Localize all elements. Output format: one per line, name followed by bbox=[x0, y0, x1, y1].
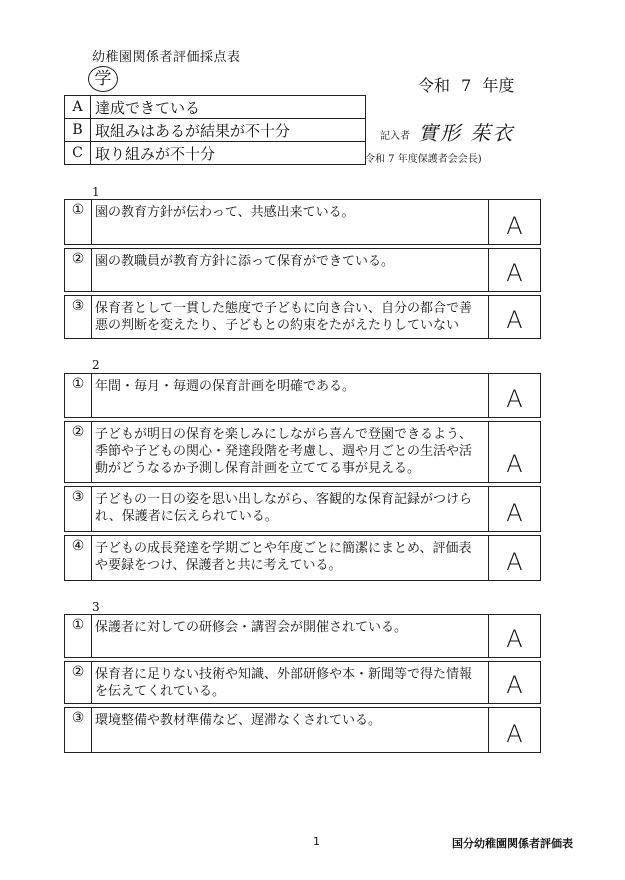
footer-label: 国分幼稚園関係者評価表 bbox=[452, 837, 573, 850]
item-grade: A bbox=[488, 249, 540, 291]
item-text: 保育者に足りない技術や知識、外部研修や本・新聞等で得た情報を伝えてくれている。 bbox=[95, 667, 473, 699]
stamp-mark: 学 bbox=[88, 66, 118, 92]
item-number: ② bbox=[65, 662, 92, 703]
evaluation-item bbox=[64, 373, 541, 418]
item-grade: A bbox=[488, 374, 540, 417]
item-number: ④ bbox=[65, 536, 92, 580]
writer-label: 記入者 bbox=[380, 131, 410, 142]
section-number: 1 bbox=[92, 185, 100, 199]
item-text: 年間・毎月・毎週の保育計画を明確である。 bbox=[95, 379, 356, 394]
item-number: ③ bbox=[65, 708, 92, 752]
legend-code: C bbox=[65, 142, 91, 165]
evaluation-item bbox=[64, 614, 541, 658]
item-number: ① bbox=[65, 200, 92, 244]
page-number: 1 bbox=[313, 835, 320, 848]
item-number: ③ bbox=[65, 487, 92, 531]
legend-label: 取り組みが不十分 bbox=[91, 142, 366, 165]
legend-row bbox=[65, 119, 366, 142]
item-text: 子どもの一日の姿を思い出しながら、客観的な保育記録がつけられ、保護者に伝えられている。 bbox=[95, 492, 473, 524]
item-text: 子どもが明日の保育を楽しみにしながら喜んで登園できるよう、季節や子どもの関心・発達段階を考慮し、週や月ごとの生活や活動がどうなるか予測し保育計画を立ててる事が見える。 bbox=[95, 427, 473, 476]
legend-row bbox=[65, 142, 366, 165]
item-grade: A bbox=[488, 662, 540, 703]
item-text: 子どもの成長発達を学期ごとや年度ごとに簡潔にまとめ、評価表や要録をつけ、保護者と共に考えている。 bbox=[95, 541, 472, 573]
section-number: 3 bbox=[92, 600, 100, 614]
item-number: ② bbox=[65, 249, 92, 291]
item-grade: A bbox=[488, 487, 540, 531]
item-number: ① bbox=[65, 374, 92, 417]
legend-label: 取組みはあるが結果が不十分 bbox=[91, 119, 366, 142]
writer-signature: 實形 茱衣 bbox=[418, 121, 515, 145]
fiscal-year: 令和 7 年度 bbox=[418, 76, 515, 95]
item-text: 園の教育方針が伝わって、共感出来ている。 bbox=[95, 205, 355, 220]
item-number: ① bbox=[65, 615, 92, 657]
item-grade: A bbox=[488, 200, 540, 244]
item-grade: A bbox=[488, 422, 540, 482]
evaluation-item bbox=[64, 661, 541, 704]
writer-role: 令和 7 年度保護者会会長) bbox=[365, 154, 482, 165]
item-grade: A bbox=[488, 296, 540, 338]
evaluation-item bbox=[64, 486, 541, 532]
evaluation-item bbox=[64, 199, 541, 245]
evaluation-item bbox=[64, 248, 541, 292]
legend-code: B bbox=[65, 119, 91, 142]
section-number: 2 bbox=[92, 358, 100, 372]
legend-label: 達成できている bbox=[91, 96, 366, 119]
item-text: 環境整備や教材準備など、遅滞なくされている。 bbox=[95, 713, 382, 728]
evaluation-item bbox=[64, 707, 541, 753]
page-title: 幼稚園関係者評価採点表 bbox=[92, 50, 241, 65]
evaluation-item bbox=[64, 421, 541, 483]
item-number: ③ bbox=[65, 296, 92, 338]
evaluation-item bbox=[64, 535, 541, 581]
evaluation-item bbox=[64, 295, 541, 339]
item-number: ② bbox=[65, 422, 92, 482]
item-text: 園の教職員が教育方針に添って保育ができている。 bbox=[95, 254, 395, 269]
item-text: 保護者に対しての研修会・講習会が開催されている。 bbox=[95, 620, 408, 635]
legend-code: A bbox=[65, 96, 91, 119]
item-grade: A bbox=[488, 615, 540, 657]
legend-row bbox=[65, 96, 366, 119]
grade-legend-table bbox=[64, 95, 366, 165]
item-grade: A bbox=[488, 708, 540, 752]
item-text: 保育者として一貫した態度で子どもに向き合い、自分の都合で善悪の判断を変えたり、子どもとの約束をたがえたりしていない bbox=[95, 301, 473, 333]
item-grade: A bbox=[488, 536, 540, 580]
